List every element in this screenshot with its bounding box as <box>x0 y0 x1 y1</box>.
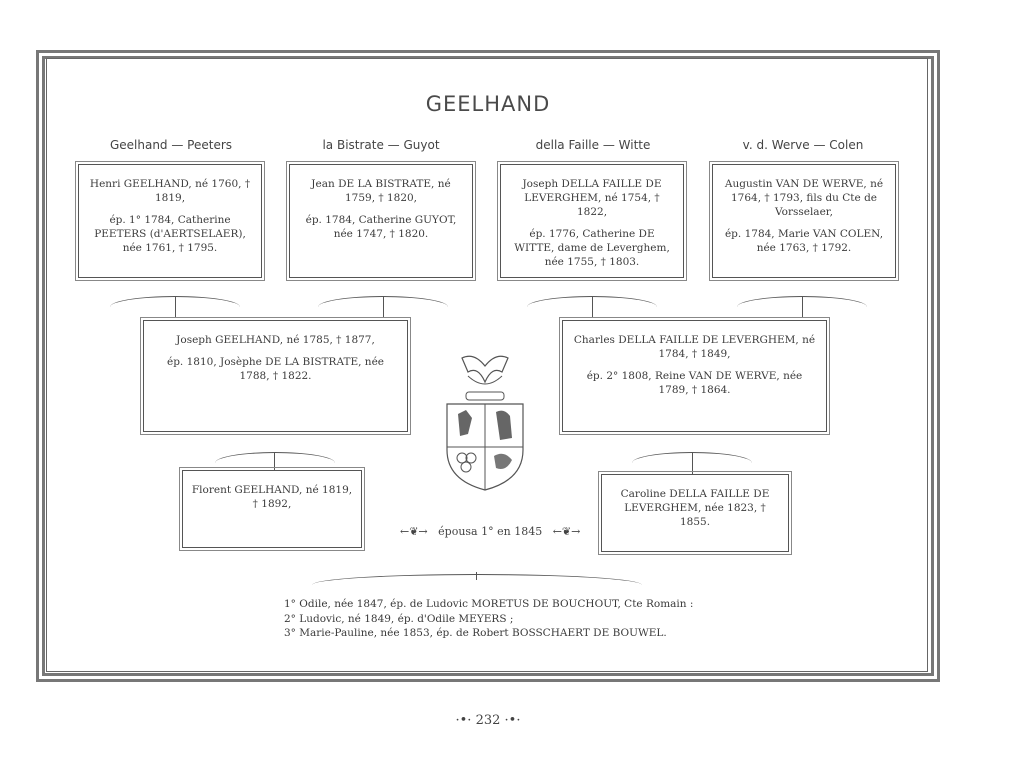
page-title: GEELHAND <box>425 92 551 116</box>
page-number <box>0 713 976 728</box>
marriage-line: ép. 1784, Marie VAN COLEN, née 1763, † 1792. <box>724 228 884 254</box>
person-line: Florent GEELHAND, né 1819, † 1892, <box>191 484 353 510</box>
marriage-line: ép. 1776, Catherine DE WITTE, dame de Leverghem, née 1755, † 1803. <box>514 228 670 268</box>
connector-stem <box>802 296 803 318</box>
couple-heading-3: della Faille — Witte <box>535 138 651 152</box>
married-text: épousa 1° en 1845 <box>438 525 543 538</box>
grandparents-box-geelhand <box>78 164 262 278</box>
grandparents-box-werve <box>712 164 896 278</box>
person-line: Caroline DELLA FAILLE DE LEVERGHEM, née 1823, † 1855. <box>620 488 770 528</box>
ornament-left: ·•· <box>455 713 472 728</box>
child-entry-1: 1° Odile, née 1847, ép. de Ludovic MORETUS DE BOUCHOUT, Cte Romain : <box>284 598 694 610</box>
person-line: Joseph DELLA FAILLE DE LEVERGHEM, né 1754, † 1822, <box>522 178 662 218</box>
marriage-line: ép. 1° 1784, Catherine PEETERS (d'AERTSELAER), née 1761, † 1795. <box>94 214 246 254</box>
ornament-left: ←❦→ <box>400 525 428 538</box>
marriage-line: ép. 1784, Catherine GUYOT, née 1747, † 1820. <box>305 214 457 240</box>
parents-box-geelhand <box>143 320 408 432</box>
grandparents-box-bistrate <box>289 164 473 278</box>
couple-heading-4: v. d. Werve — Colen <box>742 138 864 152</box>
spouse-box-florent <box>182 470 362 548</box>
children-stem <box>476 572 477 580</box>
grandparents-box-faille <box>500 164 684 278</box>
ornament-right: ·•· <box>504 713 521 728</box>
connector-stem <box>274 452 275 470</box>
marriage-label <box>400 525 580 538</box>
person-line: Charles DELLA FAILLE DE LEVERGHEM, né 1784, † 1849, <box>573 334 816 360</box>
marriage-line: ép. 2° 1808, Reine VAN DE WERVE, née 1789, † 1864. <box>586 370 803 396</box>
ornament-right: ←❦→ <box>552 525 581 538</box>
couple-heading-1: Geelhand — Peeters <box>109 138 233 152</box>
connector-stem <box>692 452 693 474</box>
child-entry-3: 3° Marie-Pauline, née 1853, ép. de Robert BOSSCHAERT DE BOUWEL. <box>284 627 667 639</box>
coat-of-arms-icon <box>444 352 526 492</box>
person-line: Jean DE LA BISTRATE, né 1759, † 1820, <box>311 178 451 204</box>
person-line: Joseph GEELHAND, né 1785, † 1877, <box>176 334 375 346</box>
connector-stem <box>175 296 176 318</box>
connector-stem <box>592 296 593 318</box>
connector-stem <box>383 296 384 318</box>
child-entry-2: 2° Ludovic, né 1849, ép. d'Odile MEYERS ; <box>284 612 514 625</box>
children-list <box>284 597 693 641</box>
marriage-line: ép. 1810, Josèphe DE LA BISTRATE, née 1788, † 1822. <box>167 356 384 382</box>
parents-box-faille <box>562 320 827 432</box>
person-line: Augustin VAN DE WERVE, né 1764, † 1793, fils du Cte de Vorsselaer, <box>724 178 884 218</box>
page-number-value: 232 <box>475 713 501 728</box>
spouse-box-caroline <box>601 474 789 552</box>
couple-heading-2: la Bistrate — Guyot <box>322 138 440 152</box>
person-line: Henri GEELHAND, né 1760, † 1819, <box>89 178 251 204</box>
